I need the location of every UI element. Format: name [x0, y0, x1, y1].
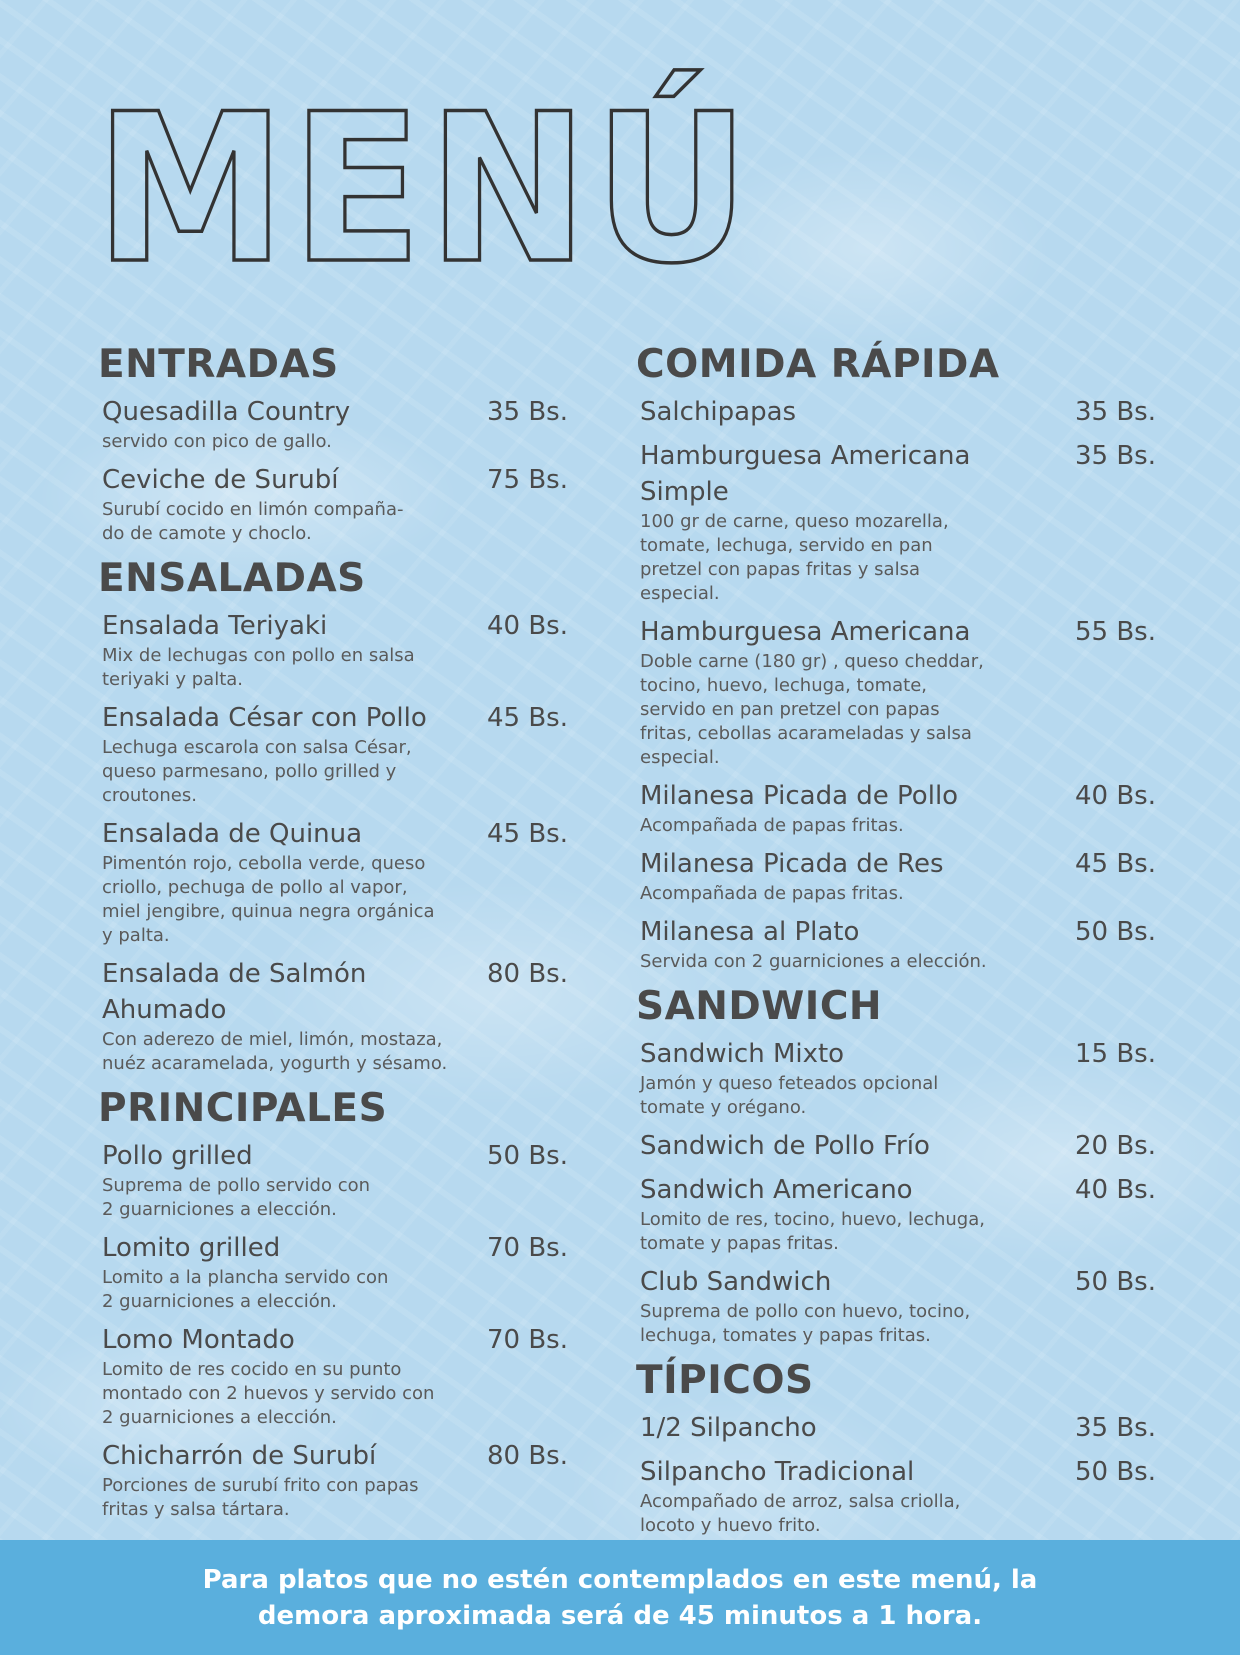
item-name: Salchipapas	[640, 397, 797, 427]
item-price: 40 Bs.	[1075, 781, 1156, 811]
menu-item	[102, 1322, 568, 1430]
item-name: Lomo Montado	[102, 1325, 295, 1355]
item-price: 80 Bs.	[487, 959, 568, 989]
section-tipicos	[636, 1358, 1156, 1538]
section-entradas	[98, 342, 568, 546]
footer-notice: Para platos que no estén contemplados en este menú, la demora aproximada será de 45 minutos a 1 hora.	[0, 1540, 1240, 1655]
item-description: Con aderezo de miel, limón, mostaza, nuéz acaramelada, yogurth y sésamo.	[102, 1029, 448, 1074]
menu-item	[640, 778, 1156, 838]
item-price: 50 Bs.	[487, 1141, 568, 1171]
menu-item	[640, 1172, 1156, 1256]
item-description: 100 gr de carne, queso mozarella, tomate, lechuga, servido en pan pretzel con papas fritas y salsa especial.	[640, 511, 949, 604]
item-price: 75 Bs.	[487, 465, 568, 495]
item-name: Sandwich de Pollo Frío	[640, 1131, 930, 1161]
item-name: Ensalada de Salmón Ahumado	[102, 959, 367, 1025]
item-description: Mix de lechugas con pollo en salsa teriyaki y palta.	[102, 645, 415, 690]
menu-item	[640, 1410, 1156, 1446]
item-price: 50 Bs.	[1075, 917, 1156, 947]
section-title: PRINCIPALES	[98, 1086, 388, 1131]
menu-item	[102, 700, 568, 808]
section-title: ENSALADAS	[98, 556, 366, 601]
item-description: Lomito a la plancha servido con 2 guarniciones a elección.	[102, 1267, 389, 1312]
item-name: Chicharrón de Surubí	[102, 1441, 377, 1471]
item-name: Quesadilla Country	[102, 397, 351, 427]
item-price: 50 Bs.	[1075, 1457, 1156, 1487]
item-description: servido con pico de gallo.	[102, 431, 332, 452]
menu-item	[640, 1264, 1156, 1348]
item-description: Lomito de res, tocino, huevo, lechuga, tomate y papas fritas.	[640, 1209, 985, 1254]
item-name: Sandwich Mixto	[640, 1039, 845, 1069]
item-description: Jamón y queso feteados opcional tomate y orégano.	[640, 1073, 939, 1118]
item-name: Hamburguesa Americana	[640, 617, 971, 647]
item-name: Milanesa al Plato	[640, 917, 860, 947]
item-name: Hamburguesa Americana Simple	[640, 441, 971, 507]
item-description: Servida con 2 guarniciones a elección.	[640, 951, 987, 972]
right-column	[636, 342, 1156, 1548]
item-price: 35 Bs.	[487, 397, 568, 427]
item-name: Silpancho Tradicional	[640, 1457, 915, 1487]
item-price: 35 Bs.	[1075, 1413, 1156, 1443]
item-price: 45 Bs.	[487, 819, 568, 849]
item-price: 55 Bs.	[1075, 617, 1156, 647]
item-name: Lomito grilled	[102, 1233, 281, 1263]
item-price: 20 Bs.	[1075, 1131, 1156, 1161]
item-name: Club Sandwich	[640, 1267, 832, 1297]
item-description: Lechuga escarola con salsa César, queso parmesano, pollo grilled y croutones.	[102, 737, 412, 806]
section-title: SANDWICH	[636, 984, 883, 1029]
item-name: Pollo grilled	[102, 1141, 253, 1171]
item-description: Surubí cocido en limón compaña- do de camote y choclo.	[102, 499, 404, 544]
item-name: 1/2 Silpancho	[640, 1413, 817, 1443]
menu-item	[102, 608, 568, 692]
item-price: 80 Bs.	[487, 1441, 568, 1471]
menu-item	[102, 1230, 568, 1314]
menu-item	[640, 914, 1156, 974]
item-name: Ensalada César con Pollo	[102, 703, 427, 733]
item-name: Sandwich Americano	[640, 1175, 913, 1205]
item-name: Milanesa Picada de Res	[640, 849, 944, 879]
menu-item	[102, 1438, 568, 1522]
item-name: Milanesa Picada de Pollo	[640, 781, 959, 811]
section-principales	[98, 1086, 568, 1522]
item-description: Lomito de res cocido en su punto montado con 2 huevos y servido con 2 guarniciones a elección.	[102, 1359, 435, 1428]
item-price: 70 Bs.	[487, 1233, 568, 1263]
menu-item	[102, 394, 568, 454]
section-sandwich	[636, 984, 1156, 1348]
item-description: Porciones de surubí frito con papas fritas y salsa tártara.	[102, 1475, 419, 1520]
menu-item	[102, 462, 568, 546]
item-price: 50 Bs.	[1075, 1267, 1156, 1297]
menu-item	[640, 614, 1156, 770]
menu-title-text: MENÚ	[95, 71, 802, 280]
menu-item	[640, 1128, 1156, 1164]
item-price: 15 Bs.	[1075, 1039, 1156, 1069]
section-title: COMIDA RÁPIDA	[636, 342, 1000, 387]
menu-item	[640, 1036, 1156, 1120]
menu-title	[95, 60, 815, 280]
menu-item	[640, 846, 1156, 906]
item-price: 35 Bs.	[1075, 441, 1156, 471]
menu-item	[102, 816, 568, 948]
item-name: Ceviche de Surubí	[102, 465, 339, 495]
section-comida-rapida	[636, 342, 1156, 974]
item-description: Suprema de pollo servido con 2 guarniciones a elección.	[102, 1175, 371, 1220]
item-name: Ensalada de Quinua	[102, 819, 363, 849]
left-column	[98, 342, 568, 1532]
item-description: Doble carne (180 gr) , queso cheddar, tocino, huevo, lechuga, tomate, servido en pan pretzel con papas fritas, cebollas acarameladas y salsa especial.	[640, 651, 984, 768]
item-description: Acompañada de papas fritas.	[640, 815, 904, 836]
item-name: Ensalada Teriyaki	[102, 611, 328, 641]
item-price: 40 Bs.	[1075, 1175, 1156, 1205]
menu-item	[640, 394, 1156, 430]
item-price: 70 Bs.	[487, 1325, 568, 1355]
menu-item	[640, 1454, 1156, 1538]
menu-item	[640, 438, 1156, 606]
item-price: 35 Bs.	[1075, 397, 1156, 427]
item-price: 45 Bs.	[487, 703, 568, 733]
section-ensaladas	[98, 556, 568, 1076]
section-title: TÍPICOS	[636, 1358, 814, 1403]
item-price: 40 Bs.	[487, 611, 568, 641]
item-description: Acompañado de arroz, salsa criolla, locoto y huevo frito.	[640, 1491, 961, 1536]
item-description: Pimentón rojo, cebolla verde, queso criollo, pechuga de pollo al vapor, miel jengibre, quinua negra orgánica y palta.	[102, 853, 435, 946]
item-description: Suprema de pollo con huevo, tocino, lechuga, tomates y papas fritas.	[640, 1301, 971, 1346]
menu-item	[102, 956, 568, 1076]
item-price: 45 Bs.	[1075, 849, 1156, 879]
item-description: Acompañada de papas fritas.	[640, 883, 904, 904]
section-title: ENTRADAS	[98, 342, 339, 387]
menu-item	[102, 1138, 568, 1222]
